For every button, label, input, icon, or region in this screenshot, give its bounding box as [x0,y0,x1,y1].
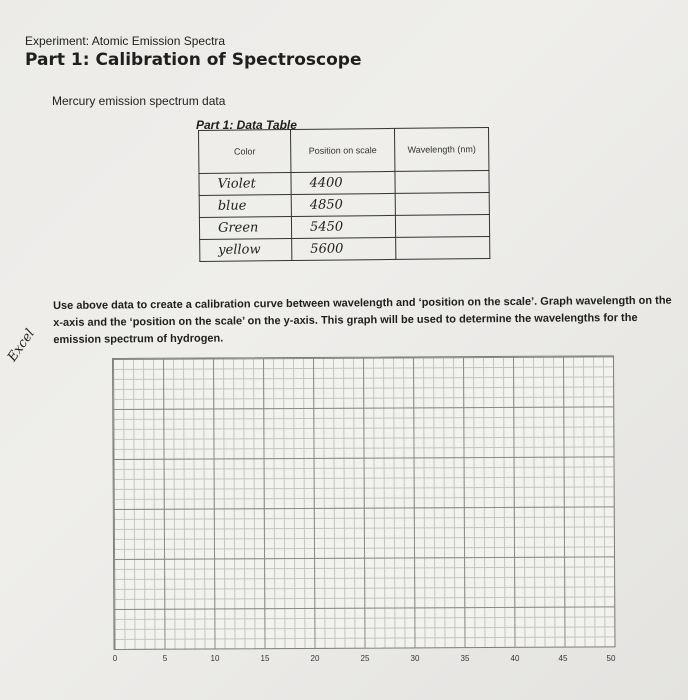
table-header-row [199,127,489,173]
column-header-position: Position on scale [291,128,395,172]
subtitle: Mercury emission spectrum data [52,94,226,108]
x-tick-label: 5 [162,654,168,663]
column-header-wavelength: Wavelength (nm) [394,127,488,171]
cell-color: Green [199,217,291,240]
cell-wavelength[interactable] [396,236,490,259]
x-tick-label: 20 [310,654,320,663]
x-tick-label: 0 [112,654,118,663]
graph-paper-grid[interactable] [112,355,616,650]
experiment-label: Experiment: Atomic Emission Spectra [25,34,226,48]
table-row [199,170,489,195]
cell-position: 4850 [291,193,395,216]
x-tick-label: 25 [360,654,370,663]
cell-wavelength[interactable] [395,192,489,215]
table-row [199,192,489,217]
cell-color: Violet [199,173,291,196]
part-title: Part 1: Calibration of Spectroscope [25,50,362,70]
x-tick-label: 30 [410,654,420,663]
cell-wavelength[interactable] [395,214,489,237]
cell-color: blue [199,195,291,218]
x-tick-label: 45 [558,654,568,663]
column-header-color: Color [199,130,291,174]
cell-wavelength[interactable] [395,170,489,193]
x-tick-label: 15 [260,654,270,663]
table-title: Part 1: Data Table [196,118,297,132]
table-row [200,236,490,261]
table-row [199,214,489,239]
x-tick-label: 35 [460,654,470,663]
data-table [198,127,490,262]
x-tick-label: 40 [510,654,520,663]
instructions-paragraph: Use above data to create a calibration curve between wavelength and ‘position on the scale’. Graph wavelength on the x-axis and the ‘position on the scale’ on the y-axis. This graph will be used to determine the wavelengths for the emission spectrum of hydrogen. [53,294,672,346]
cell-position: 5600 [292,237,396,260]
cell-position: 4400 [291,171,395,194]
x-tick-label: 50 [606,654,616,663]
cell-color: yellow [200,239,292,262]
cell-position: 5450 [291,215,395,238]
x-tick-label: 10 [210,654,220,663]
handwritten-margin-note: Excel [5,326,38,365]
